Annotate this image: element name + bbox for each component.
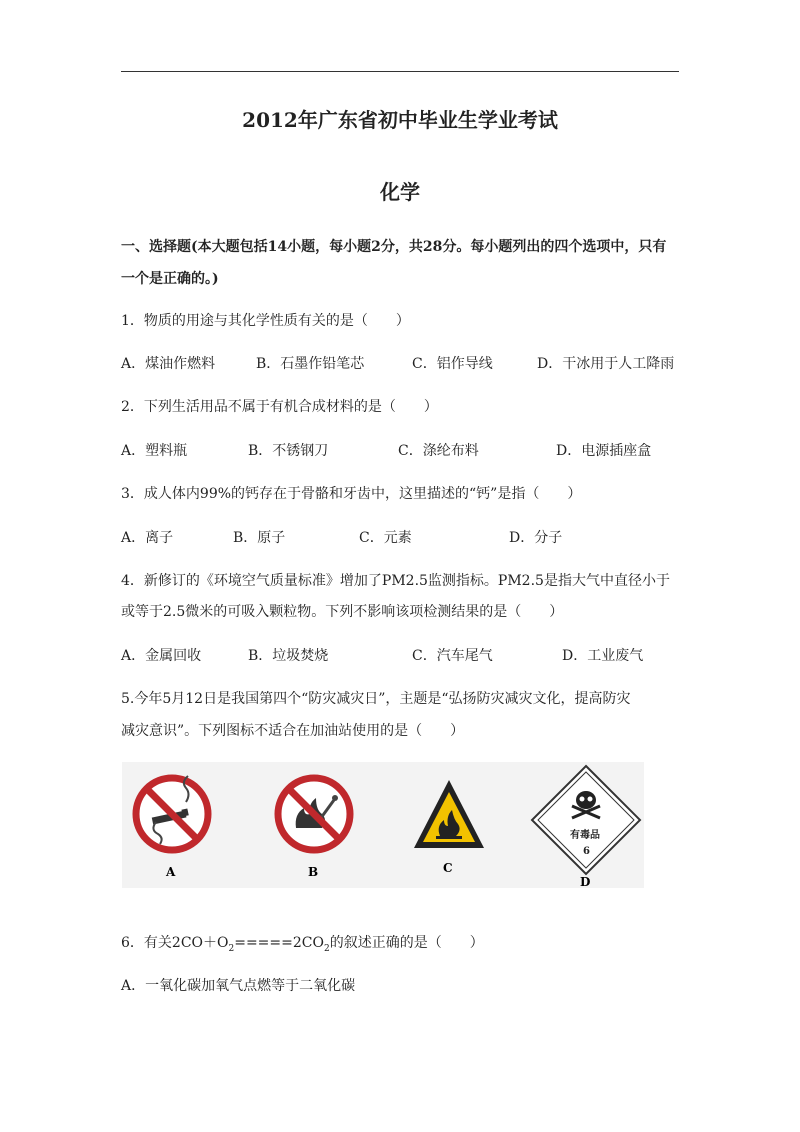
exam-title: 2012年广东省初中毕业生学业考试 [242, 108, 558, 132]
sign-d-label: D [580, 875, 591, 888]
toxic-sign-text: 有毒品 [570, 830, 600, 841]
q4-option-a: A．金属回收 [121, 648, 202, 664]
safety-signs-figure [122, 762, 644, 888]
sign-b-label: B [308, 865, 319, 879]
question-4-stem-line1: 4．新修订的《环境空气质量标准》增加了PM2.5监测指标。PM2.5是指大气中直径小于 [121, 573, 670, 589]
question-3-stem: 3．成人体内99%的钙存在于骨骼和牙齿中，这里描述的“钙”是指（ ） [121, 486, 582, 502]
q4-option-b: B．垃圾焚烧 [248, 648, 329, 664]
q3-option-d: D．分子 [509, 530, 563, 546]
q3-option-a: A．离子 [121, 530, 174, 546]
q2-option-d: D．电源插座盒 [556, 443, 652, 459]
q6-option-a: A．一氧化碳加氧气点燃等于二氧化碳 [121, 978, 356, 994]
header-rule [121, 71, 679, 72]
q1-option-a: A．煤油作燃料 [121, 356, 216, 372]
q3-option-c: C．元素 [359, 530, 412, 546]
q1-option-b: B．石墨作铅笔芯 [256, 356, 365, 372]
no-smoking-sign [126, 762, 218, 888]
section-heading-line1: 一、选择题(本大题包括14小题，每小题2分，共28分。每小题列出的四个选项中，只有 [121, 239, 667, 255]
question-4-stem-line2: 或等于2.5微米的可吸入颗粒物。下列不影响该项检测结果的是（ ） [121, 604, 564, 620]
q4-option-c: C．汽车尾气 [412, 648, 493, 664]
question-5-stem-line2: 减灾意识”。下列图标不适合在加油站使用的是（ ） [121, 723, 465, 739]
toxic-substance-sign [528, 762, 644, 888]
toxic-sign-class: 6 [583, 846, 590, 857]
q1-option-c: C．铝作导线 [412, 356, 493, 372]
question-1-stem: 1．物质的用途与其化学性质有关的是（ ） [121, 313, 410, 329]
subject-title: 化学 [380, 180, 420, 204]
flammable-warning-sign [406, 762, 498, 888]
section-heading-line2: 一个是正确的。) [121, 271, 219, 287]
sign-c-label: C [443, 861, 453, 875]
q1-option-d: D．干冰用于人工降雨 [537, 356, 675, 372]
q2-option-a: A．塑料瓶 [121, 443, 188, 459]
no-open-flame-sign [268, 762, 360, 888]
q3-option-b: B．原子 [233, 530, 286, 546]
sign-a-label: A [166, 865, 176, 879]
q2-option-b: B．不锈钢刀 [248, 443, 329, 459]
q2-option-c: C．涤纶布料 [398, 443, 479, 459]
question-5-stem-line1: 5.今年5月12日是我国第四个“防灾减灾日”，主题是“弘扬防灾减灾文化，提高防灾 [121, 691, 631, 707]
question-2-stem: 2．下列生活用品不属于有机合成材料的是（ ） [121, 399, 438, 415]
question-6-stem: 6．有关$2CO+O_2=====2CO_2$的叙述正确的是（ ） [121, 935, 484, 954]
q4-option-d: D．工业废气 [562, 648, 644, 664]
